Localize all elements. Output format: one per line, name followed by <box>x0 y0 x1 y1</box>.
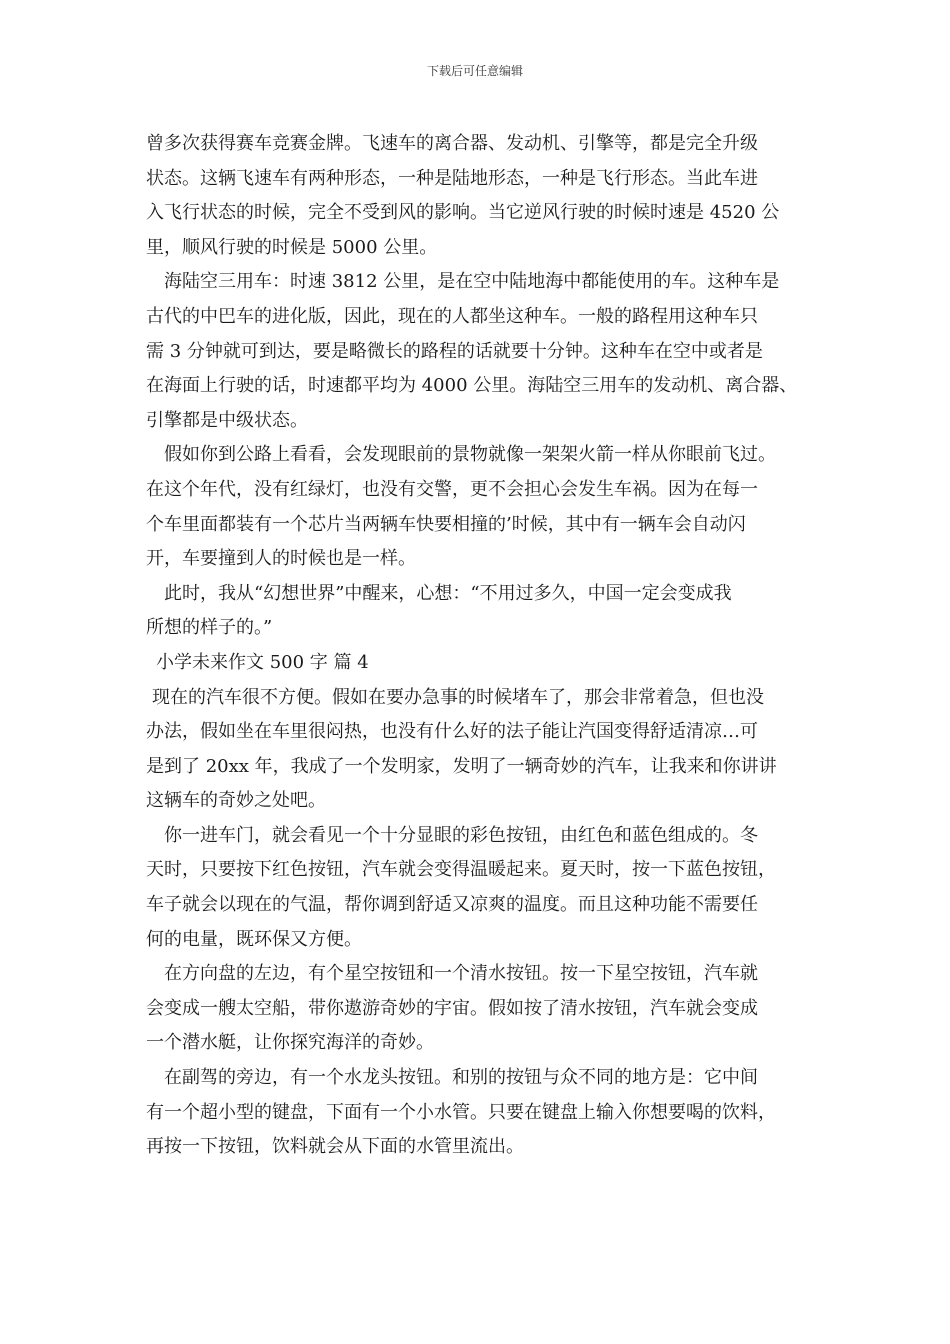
text-line: 天时，只要按下红色按钮，汽车就会变得温暖起来。夏天时，按一下蓝色按钮， <box>146 859 776 881</box>
text-line: 入飞行状态的时候，完全不受到风的影响。当它逆风行驶的时候时速是 4520 公 <box>146 202 780 224</box>
text-line: 有一个超小型的键盘，下面有一个小水管。只要在键盘上输入你想要喝的饮料， <box>146 1101 776 1123</box>
text-line: 在海面上行驶的话，时速都平均为 4000 公里。海陆空三用车的发动机、离合器、 <box>146 375 798 397</box>
text-line: 办法，假如坐在车里很闷热，也没有什么好的法子能让汽国变得舒适清凉…可 <box>146 721 758 743</box>
text-line: 此时，我从“幻想世界”中醒来，心想：“不用过多久，中国一定会变成我 <box>164 582 732 604</box>
text-line: 在副驾的旁边，有一个水龙头按钮。和别的按钮与众不同的地方是：它中间 <box>164 1067 758 1089</box>
text-line: 你一进车门，就会看见一个十分显眼的彩色按钮，由红色和蓝色组成的。冬 <box>164 824 758 846</box>
text-line: 是到了 20xx 年，我成了一个发明家，发明了一辆奇妙的汽车，让我来和你讲讲 <box>146 755 777 777</box>
text-line: 这辆车的奇妙之处吧。 <box>146 790 326 812</box>
text-line: 所想的样子的。” <box>146 617 273 639</box>
text-line: 现在的汽车很不方便。假如在要办急事的时候堵车了，那会非常着急，但也没 <box>152 686 764 708</box>
text-line: 开，车要撞到人的时候也是一样。 <box>146 548 416 570</box>
text-line: 会变成一艘太空船，带你遨游奇妙的宇宙。假如按了清水按钮，汽车就会变成 <box>146 997 758 1019</box>
text-line: 里，顺风行驶的时候是 5000 公里。 <box>146 236 438 258</box>
text-line: 个车里面都装有一个芯片当两辆车快要相撞的’时候，其中有一辆车会自动闪 <box>146 513 746 535</box>
text-line: 古代的中巴车的进化版，因此，现在的人都坐这种车。一般的路程用这种车只 <box>146 305 758 327</box>
text-line: 车子就会以现在的气温，帮你调到舒适又凉爽的温度。而且这种功能不需要任 <box>146 894 758 916</box>
text-line: 需 3 分钟就可到达，要是略微长的路程的话就要十分钟。这种车在空中或者是 <box>146 340 763 362</box>
text-line: 在这个年代，没有红绿灯，也没有交警，更不会担心会发生车祸。因为在每一 <box>146 478 758 500</box>
text-line: 再按一下按钮，饮料就会从下面的水管里流出。 <box>146 1136 524 1158</box>
text-line: 曾多次获得赛车竞赛金牌。飞速车的离合器、发动机、引擎等，都是完全升级 <box>146 133 758 154</box>
text-line: 状态。这辆飞速车有两种形态，一种是陆地形态，一种是飞行形态。当此车进 <box>146 167 758 189</box>
text-line: 在方向盘的左边，有个星空按钮和一个清水按钮。按一下星空按钮，汽车就 <box>164 963 758 985</box>
text-line: 假如你到公路上看看，会发现眼前的景物就像一架架火箭一样从你眼前飞过。 <box>164 444 776 466</box>
page-header: 下载后可任意编辑 <box>426 64 523 78</box>
text-line: 一个潜水艇，让你探究海洋的奇妙。 <box>146 1032 434 1054</box>
text-line: 小学未来作文 500 字 篇 4 <box>156 651 369 673</box>
text-line: 海陆空三用车：时速 3812 公里，是在空中陆地海中都能使用的车。这种车是 <box>164 271 780 293</box>
text-line: 引擎都是中级状态。 <box>146 409 308 431</box>
text-line: 何的电量，既环保又方便。 <box>146 928 362 950</box>
document-body <box>146 127 826 1165</box>
